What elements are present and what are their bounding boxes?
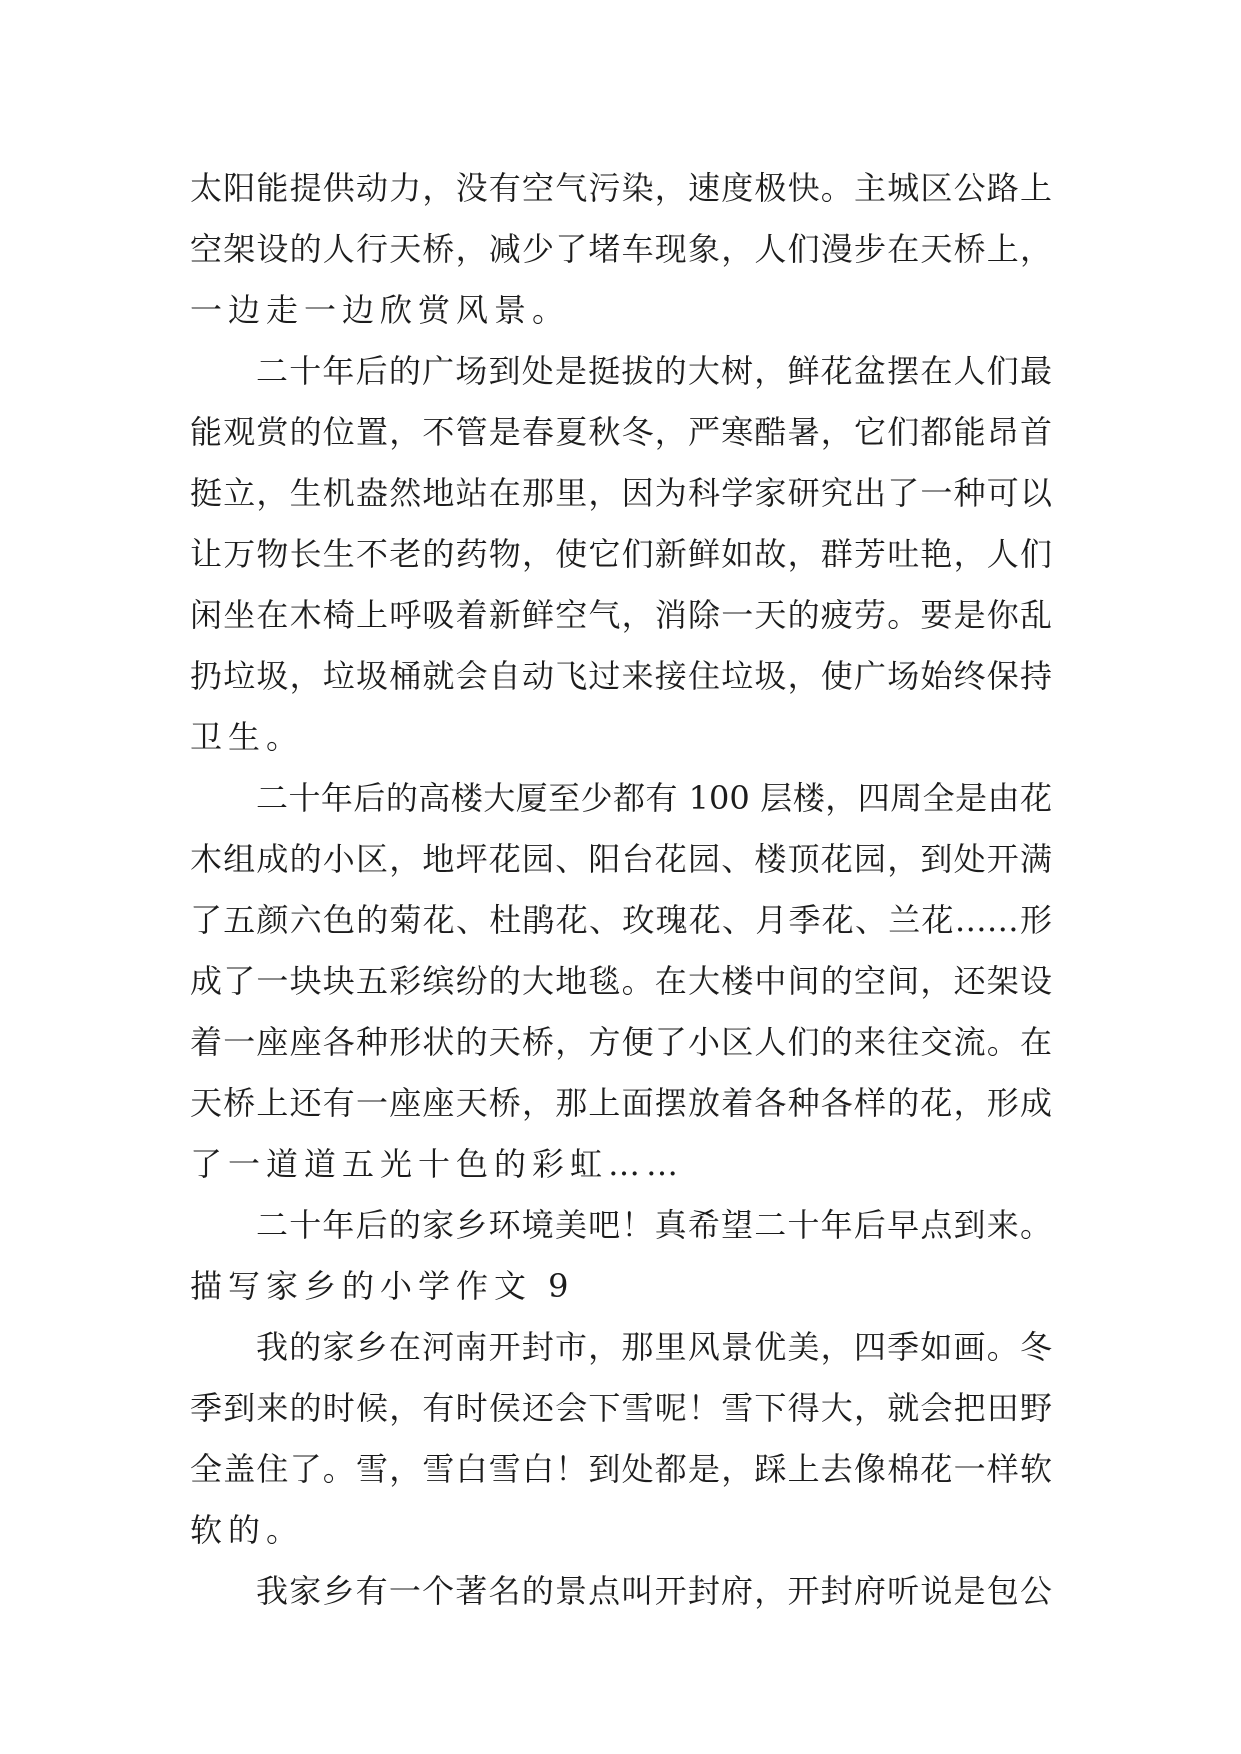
text-line: 了五颜六色的菊花、杜鹃花、玫瑰花、月季花、兰花……形 [190, 901, 1052, 939]
text-line: 卫生。 [190, 718, 305, 756]
paragraph-start-line: 二十年后的高楼大厦至少都有 100 层楼，四周全是由花 [256, 779, 1052, 817]
section-title: 描写家乡的小学作文 9 [190, 1267, 575, 1305]
text-line: 太阳能提供动力，没有空气污染，速度极快。主城区公路上 [190, 169, 1052, 207]
document-body [190, 158, 1052, 1622]
text-line: 扔垃圾，垃圾桶就会自动飞过来接住垃圾，使广场始终保持 [190, 657, 1052, 695]
text-line: 成了一块块五彩缤纷的大地毯。在大楼中间的空间，还架设 [190, 962, 1052, 1000]
paragraph-start-line: 我家乡有一个著名的景点叫开封府，开封府听说是包公 [256, 1572, 1052, 1610]
text-line: 了一道道五光十色的彩虹…… [190, 1145, 685, 1183]
text-line: 挺立，生机盎然地站在那里，因为科学家研究出了一种可以 [190, 474, 1052, 512]
text-line: 让万物长生不老的药物，使它们新鲜如故，群芳吐艳，人们 [190, 535, 1052, 573]
text-line: 软的。 [190, 1511, 305, 1549]
text-line: 着一座座各种形状的天桥，方便了小区人们的来往交流。在 [190, 1023, 1052, 1061]
text-line: 全盖住了。雪，雪白雪白！到处都是，踩上去像棉花一样软 [190, 1450, 1052, 1488]
text-line: 木组成的小区，地坪花园、阳台花园、楼顶花园，到处开满 [190, 840, 1052, 878]
text-line: 空架设的人行天桥，减少了堵车现象，人们漫步在天桥上， [190, 230, 1052, 268]
text-line: 闲坐在木椅上呼吸着新鲜空气，消除一天的疲劳。要是你乱 [190, 596, 1052, 634]
text-line: 一边走一边欣赏风景。 [190, 291, 571, 329]
paragraph-start-line: 二十年后的家乡环境美吧！真希望二十年后早点到来。 [256, 1206, 1052, 1244]
text-line: 天桥上还有一座座天桥，那上面摆放着各种各样的花，形成 [190, 1084, 1052, 1122]
paragraph-start-line: 二十年后的广场到处是挺拔的大树，鲜花盆摆在人们最 [256, 352, 1052, 390]
paragraph-start-line: 我的家乡在河南开封市，那里风景优美，四季如画。冬 [256, 1328, 1052, 1366]
text-line: 能观赏的位置，不管是春夏秋冬，严寒酷暑，它们都能昂首 [190, 413, 1052, 451]
text-line: 季到来的时候，有时侯还会下雪呢！雪下得大，就会把田野 [190, 1389, 1052, 1427]
